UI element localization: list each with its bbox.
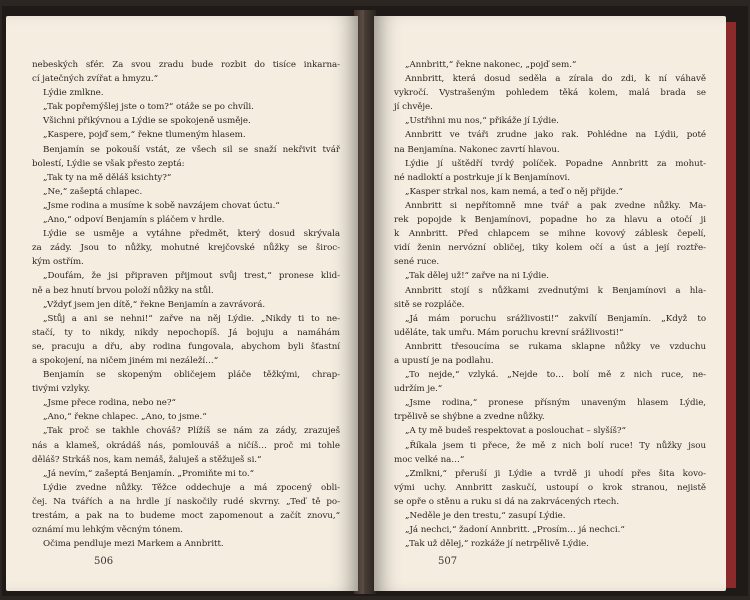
text-line: „Tak ty na mě děláš ksichty?“ — [43, 172, 172, 183]
text-line: a spokojení, na ničem jiném mi nezáleží…“ — [32, 355, 219, 366]
right-page-text — [394, 58, 706, 551]
right-page — [374, 16, 726, 591]
text-line: „Ne,“ zašeptá chlapec. — [43, 186, 143, 197]
text-line: „To nejde,“ vzlyká. „Nejde to… bolí mě z nich ruce, ne- — [405, 370, 706, 381]
text-line: kým ostřím. — [32, 257, 84, 268]
text-line: stačí, ty to nikdy, nikdy nepochopíš. Já bojuju a namáhám — [32, 327, 340, 338]
text-line: ně a bez hnutí brvou položí nůžky na stůl. — [32, 285, 214, 296]
text-line: se opře o stěnu a ruku si dá na zakrvácených rtech. — [394, 496, 620, 507]
text-line: „Ano,“ řekne chlapec. „Ano, to jsme.“ — [43, 412, 207, 423]
text-line: oznámí mu lehkým věcným tónem. — [32, 525, 184, 536]
text-line: „Já nevím,“ zašeptá Benjamín. „Promiňte mi to.“ — [43, 468, 254, 479]
text-line: děláš? Strkáš nos, kam nemáš, žaluješ a stěžuješ si.“ — [32, 454, 262, 465]
text-line: „Já mám poruchu srážlivosti!“ zakvílí Benjamín. „Když to — [405, 313, 706, 324]
text-line: sené ruce. — [394, 257, 440, 268]
text-line: na Benjamína. Nakonec zavrtí hlavou. — [394, 144, 560, 155]
text-line: Lýdie se usměje a vytáhne předmět, který dosud skrývala — [43, 229, 340, 240]
text-line: Všichni přikývnou a Lýdie se spokojeně usměje. — [43, 116, 251, 127]
book-cover-edge — [726, 22, 736, 588]
left-page-number: 506 — [94, 556, 114, 567]
text-line: Očima pendluje mezi Markem a Annbritt. — [43, 539, 224, 550]
text-line: né nadloktí a postrkuje jí k Benjamínovi. — [394, 172, 570, 183]
text-line: „Tak proč se takhle chováš? Plížíš se nám za zády, zrazuješ — [43, 426, 340, 437]
open-book — [2, 6, 748, 596]
text-line: Annbritt ve tváři zrudne jako rak. Pohlédne na Lýdii, poté — [405, 130, 706, 141]
text-line: trestám, a pak na to budeme moct zapomenout a začít znovu,“ — [32, 511, 340, 521]
text-line: „Ano,“ odpoví Benjamín s pláčem v hrdle. — [43, 215, 225, 226]
text-line: k Annbritt. Před chlapcem se mihne kovový záblesk čepelí, — [394, 229, 706, 240]
right-page-number: 507 — [438, 556, 458, 567]
text-line: nebeských sfér. Za svou zradu bude rozbit do tisíce inkarna- — [32, 60, 340, 70]
text-line: „Annbritt,“ řekne nakonec, „pojď sem.“ — [405, 60, 577, 70]
text-line: trpělivě se shýbne a zvedne nůžky. — [394, 412, 545, 423]
text-line: a upustí je na podlahu. — [394, 355, 494, 366]
left-page — [6, 16, 358, 591]
text-line: uděláte, tak umřu. Mám poruchu krevní srážlivosti!“ — [394, 327, 624, 338]
text-line: jí chvěje. — [394, 102, 433, 113]
left-page-text — [32, 58, 340, 551]
text-line: Benjamín se skopeným obličejem pláče těžkými, chrap- — [43, 370, 340, 381]
text-line: bolestí, Lýdie se však přesto zeptá: — [32, 158, 185, 169]
text-line: tivými vzlyky. — [32, 384, 91, 395]
text-line: „Vždyť jsem jen dítě,“ řekne Benjamín a zavrávorá. — [43, 299, 266, 310]
text-line: Lýdie zvedne nůžky. Těžce oddechuje a má zpocený obli- — [43, 482, 340, 493]
text-line: vidí ženin nervózní obličej, tiky kolem očí a úst a její roztře- — [394, 243, 706, 254]
text-line: „Já nechci,“ žadoní Annbritt. „Prosím… já nechci.“ — [405, 525, 625, 536]
text-line: cí jatečných zvířat a hmyzu.“ — [32, 74, 158, 85]
text-line: „Jsme přece rodina, nebo ne?“ — [43, 398, 176, 409]
text-line: „Stůj a ani se nehni!“ zařve na něj Lýdie. „Nikdy ti to ne- — [43, 313, 340, 324]
text-line: „Tak dělej už!“ zařve na ni Lýdie. — [405, 271, 549, 282]
text-line: „Zmlkni,“ přeruší ji Lýdie a tvrdě ji uhodí přes šita kovo- — [405, 468, 706, 479]
text-line: Annbritt, která dosud seděla a zírala do zdi, k ní váhavě — [405, 74, 706, 85]
text-line: „Neděle je den trestu,“ zasupí Lýdie. — [405, 511, 566, 521]
text-line: Annbritt třesoucíma se rukama sklapne nůžky ve vzduchu — [405, 341, 706, 352]
text-line: moc velké na…“ — [394, 454, 465, 465]
text-line: čej. Na tvářích a na hrdle jí naskočily rudé skvrny. „Teď tě po- — [32, 496, 340, 507]
text-line: udržím je.“ — [394, 384, 443, 395]
text-line: Annbritt si nepřítomně mne tvář a pak zvedne nůžky. Ma- — [405, 200, 706, 211]
text-line: za zády. Jsou to nůžky, mohutné krejčovské nůžky se široc- — [32, 243, 340, 254]
text-line: nás a klameš, okrádáš nás, pomlouváš a ničíš… proč mi tohle — [32, 440, 340, 451]
text-line: „A ty mě budeš respektovat a poslouchat – slyšíš?“ — [405, 426, 626, 437]
text-line: Lýdie jí uštědří tvrdý políček. Popadne Annbritt za mohut- — [405, 158, 706, 169]
text-line: „Kaspere, pojď sem,“ řekne tlumeným hlasem. — [43, 130, 246, 141]
text-line: „Jsme rodina a musíme k sobě navzájem chovat úctu.“ — [43, 200, 280, 211]
text-line: „Jsme rodina,“ pronese přísným unaveným hlasem Lýdie, — [405, 398, 706, 409]
text-line: „Tak popřemýšlej jste o tom?“ otáže se po chvíli. — [43, 102, 254, 113]
text-line: Benjamín se pokouší vstát, ze všech sil se snaží nekřivit tvář — [43, 144, 340, 155]
text-line: rek popojde k Benjamínovi, popadne ho za hlavu a otočí ji — [394, 215, 706, 226]
text-line: „Ustřihni mu nos,“ přikáže jí Lýdie. — [405, 116, 559, 127]
text-line: vými uchy. Annbritt zaskučí, ustoupí o krok stranou, nejistě — [394, 482, 706, 493]
text-line: Annbritt stojí s nůžkami zvednutými k Benjamínovi a hla- — [405, 285, 706, 296]
text-line: vykročí. Vystrašeným pohledem těká kolem, malá brada se — [394, 88, 706, 99]
text-line: „Doufám, že jsi připraven přijmout svůj trest,“ pronese klid- — [43, 271, 340, 282]
text-line: Lýdie zmlkne. — [43, 88, 104, 99]
text-line: „Tak už dělej,“ rozkáže jí netrpělivě Lýdie. — [405, 539, 589, 550]
text-line: „Říkala jsem ti přece, že mě z nich bolí ruce! Ty nůžky jsou — [405, 440, 706, 451]
text-line: „Kasper strkal nos, kam nemá, a teď o něj přijde.“ — [405, 186, 623, 197]
text-line: se, pracuju a dřu, aby rodina fungovala, abychom byli šťastní — [32, 341, 340, 352]
text-line: sitě se rozpláče. — [394, 299, 465, 310]
